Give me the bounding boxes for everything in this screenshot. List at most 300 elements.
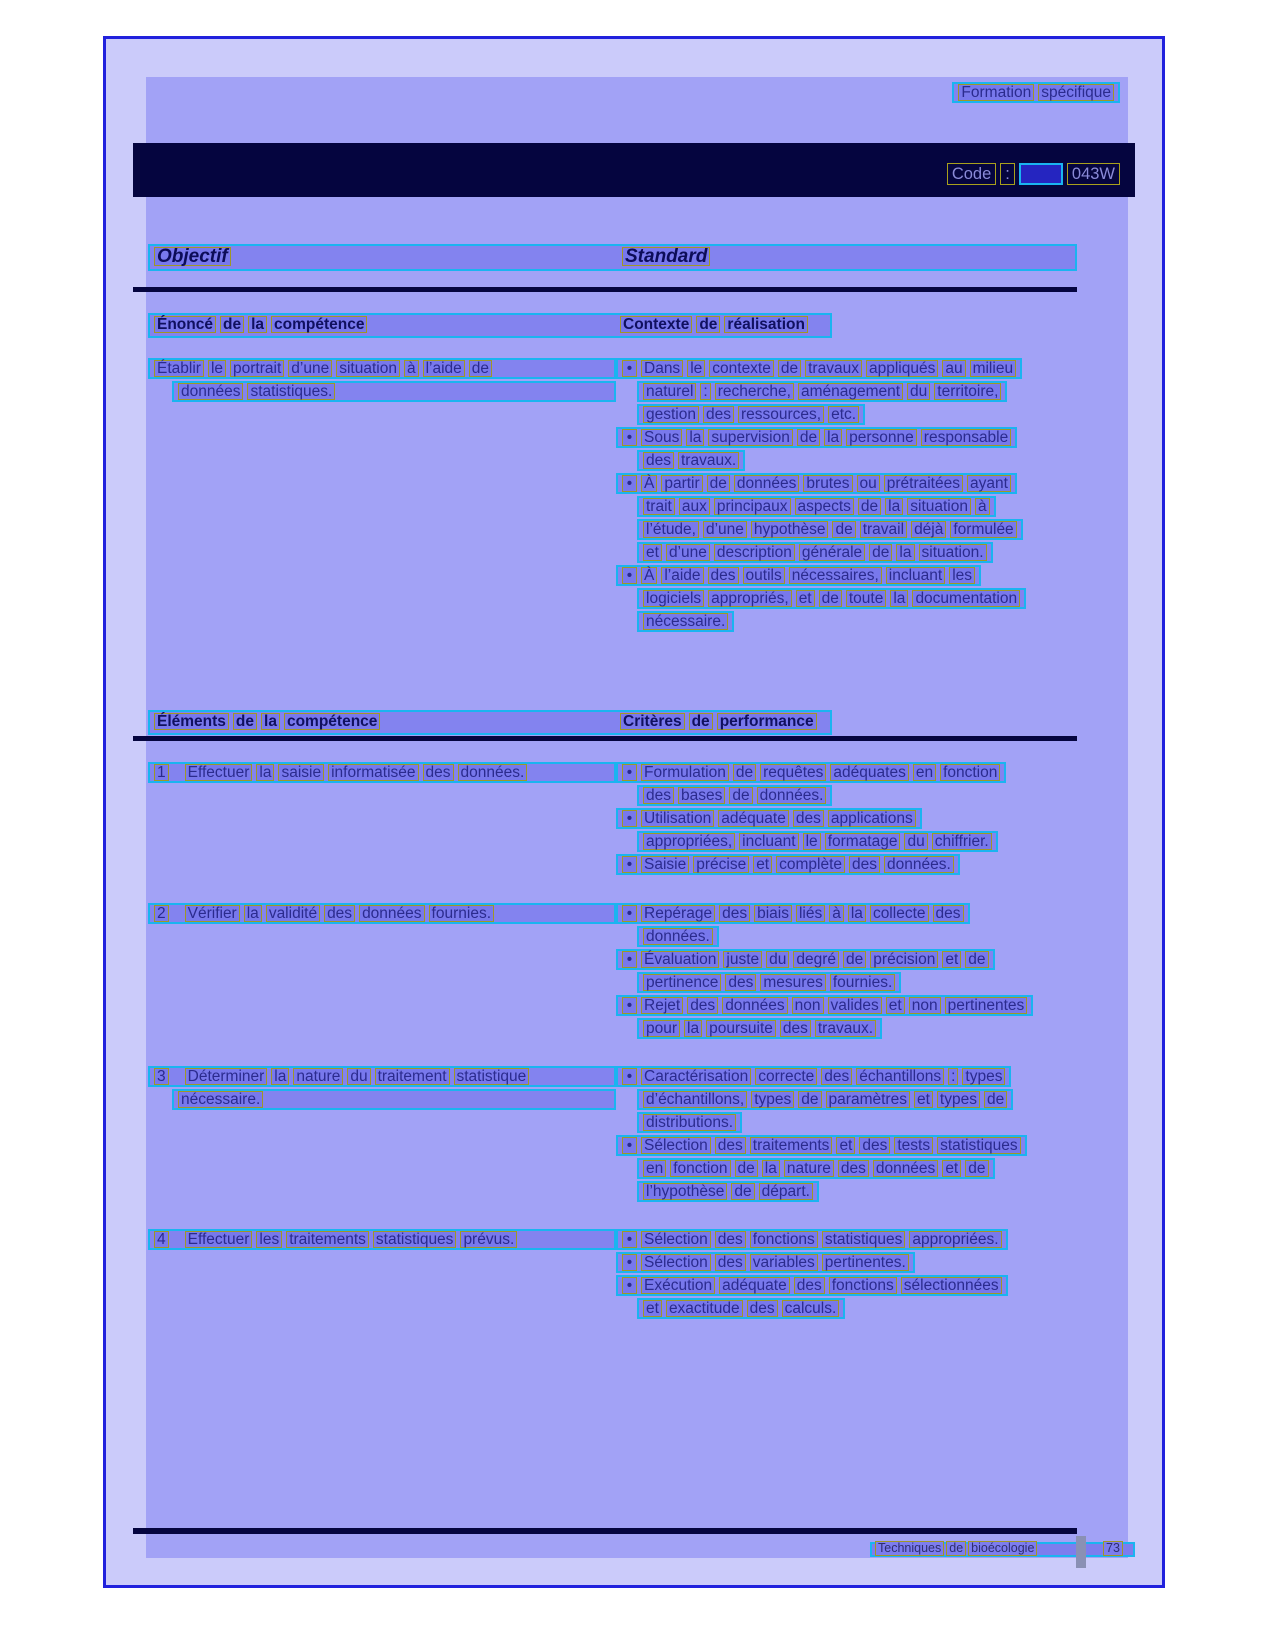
ocr-word: travaux	[805, 360, 862, 377]
ocr-line	[637, 831, 998, 852]
ocr-word: de	[946, 1541, 966, 1556]
ocr-word: Rejet	[641, 997, 683, 1014]
bullet-icon: •	[622, 567, 637, 584]
ocr-word: de	[689, 713, 713, 730]
bullet-icon: •	[622, 1068, 637, 1085]
ocr-word: en	[643, 1160, 666, 1177]
ocr-line	[616, 565, 981, 586]
ocr-word: de	[984, 1091, 1007, 1108]
ocr-word: la	[684, 1020, 702, 1037]
ocr-word: juste	[723, 951, 762, 968]
ocr-word: des	[715, 1231, 746, 1248]
ocr-word: recherche,	[715, 383, 794, 400]
ocr-word: la	[244, 905, 262, 922]
ocr-word: données	[359, 905, 424, 922]
ocr-word: et	[643, 1300, 662, 1317]
ocr-word: incluant	[886, 567, 945, 584]
bullet-icon: •	[622, 764, 637, 781]
ocr-word: Sélection	[641, 1254, 711, 1271]
ocr-line	[172, 1089, 616, 1110]
ocr-word: Établir	[154, 360, 204, 377]
ocr-word: Dans	[641, 360, 683, 377]
ocr-word: de	[797, 429, 820, 446]
ocr-word: prévus.	[460, 1231, 517, 1248]
ocr-word: fournies.	[429, 905, 494, 922]
ocr-word: tests	[894, 1137, 933, 1154]
ocr-word: statistiques	[822, 1231, 906, 1248]
ocr-line	[637, 404, 865, 425]
ocr-word: du	[907, 383, 930, 400]
ocr-word: pertinence	[643, 974, 721, 991]
ocr-word: et	[914, 1091, 933, 1108]
ocr-word: contexte	[709, 360, 774, 377]
ocr-word: Effectuer	[185, 764, 253, 781]
ocr-word: données.	[884, 856, 954, 873]
ocr-word: précise	[693, 856, 749, 873]
ocr-word: des	[849, 856, 880, 873]
ocr-word: Vérifier	[185, 905, 240, 922]
ocr-word: nature	[784, 1160, 834, 1177]
ocr-word: de	[220, 316, 244, 333]
ocr-word: non	[909, 997, 941, 1014]
ocr-word: la	[256, 764, 274, 781]
ocr-line	[616, 995, 1033, 1016]
heading-right	[620, 247, 712, 266]
ocr-word: de	[965, 951, 988, 968]
ocr-word: degré	[793, 951, 839, 968]
ocr-word: chiffrier.	[932, 833, 992, 850]
ocr-word: principaux	[714, 498, 791, 515]
ocr-word: etc.	[828, 406, 859, 423]
ocr-word: responsable	[921, 429, 1011, 446]
ocr-word: adéquate	[719, 1277, 790, 1294]
ocr-word: portrait	[230, 360, 284, 377]
ocr-line	[616, 427, 1017, 448]
ocr-word: biais	[754, 905, 792, 922]
item-number: 1	[154, 764, 169, 781]
ocr-word: des	[643, 787, 674, 804]
code-value: 043W	[1067, 163, 1120, 185]
ocr-line	[148, 903, 616, 924]
ocr-word: de	[707, 475, 730, 492]
ocr-word: départ.	[759, 1183, 813, 1200]
ocr-word: situation	[336, 360, 400, 377]
ocr-word: Énoncé	[154, 316, 216, 333]
ocr-word: la	[890, 590, 908, 607]
ocr-word: liés	[796, 905, 825, 922]
ocr-word: le	[687, 360, 705, 377]
ocr-word: description	[714, 544, 795, 561]
ocr-word: saisie	[278, 764, 324, 781]
ocr-word: de	[858, 498, 881, 515]
ocr-word: de	[819, 590, 842, 607]
ocr-word: données	[722, 997, 787, 1014]
ocr-word: et	[753, 856, 772, 873]
ocr-word: applications	[828, 810, 916, 827]
ocr-word: appliqués	[866, 360, 938, 377]
ocr-word: l’étude,	[643, 521, 699, 538]
ocr-line	[637, 1298, 845, 1319]
ocr-word: fonction	[670, 1160, 730, 1177]
ocr-word: données	[178, 383, 243, 400]
footer-program-label	[874, 1541, 1038, 1559]
ocr-line	[637, 926, 719, 947]
ocr-word: de	[729, 787, 752, 804]
ocr-word: variables	[750, 1254, 818, 1271]
footer-cursor-bar	[1076, 1536, 1086, 1568]
ocr-line	[616, 1135, 1027, 1156]
ocr-line	[637, 1158, 995, 1179]
ocr-word: traitement	[375, 1068, 450, 1085]
ocr-word: adéquate	[718, 810, 789, 827]
item-number: 2	[154, 905, 169, 922]
element-item-4	[148, 1229, 618, 1252]
ocr-word: de	[735, 1160, 758, 1177]
ocr-word: et	[796, 590, 815, 607]
competence-statement	[148, 358, 618, 404]
ocr-word: les	[256, 1231, 282, 1248]
bullet-icon: •	[622, 1137, 637, 1154]
ocr-word: réalisation	[724, 316, 808, 333]
ocr-word: brutes	[803, 475, 852, 492]
criteria-list-2	[616, 903, 1077, 1041]
ocr-word: types	[937, 1091, 980, 1108]
ocr-word: des	[708, 567, 739, 584]
code-field	[945, 163, 1122, 185]
ocr-word: des	[780, 1020, 811, 1037]
ocr-word: ayant	[967, 475, 1011, 492]
ocr-word: d’échantillons,	[643, 1091, 747, 1108]
ocr-line	[637, 611, 734, 632]
ocr-word: correcte	[755, 1068, 817, 1085]
element-item-2	[148, 903, 618, 926]
ocr-word: Exécution	[641, 1277, 715, 1294]
ocr-word: mesures	[760, 974, 825, 991]
ocr-word: de	[233, 713, 257, 730]
ocr-word: poursuite	[706, 1020, 776, 1037]
ocr-word: pertinentes	[945, 997, 1028, 1014]
ocr-word: données.	[458, 764, 528, 781]
ocr-word: nécessaire.	[178, 1091, 263, 1108]
ocr-word: exactitude	[666, 1300, 743, 1317]
ocr-word: et	[836, 1137, 855, 1154]
ocr-word: fonction	[940, 764, 1000, 781]
ocr-word: des	[687, 997, 718, 1014]
bullet-icon: •	[622, 1277, 637, 1294]
ocr-word: À	[641, 567, 657, 584]
ocr-line	[616, 1275, 1008, 1296]
ocr-word: la	[686, 429, 704, 446]
ocr-word: Déterminer	[185, 1068, 268, 1085]
ocr-line	[637, 450, 745, 471]
ocr-word: statistiques.	[247, 383, 335, 400]
ocr-word: la	[248, 316, 267, 333]
bullet-icon: •	[622, 905, 637, 922]
ocr-word: Techniques	[875, 1541, 944, 1556]
ocr-word: à	[829, 905, 844, 922]
ocr-word: de	[843, 951, 866, 968]
ocr-word: des	[821, 1068, 852, 1085]
bullet-icon: •	[622, 1231, 637, 1248]
ocr-word: données.	[757, 787, 827, 804]
ocr-word: des	[715, 1254, 746, 1271]
ocr-word: des	[643, 452, 674, 469]
ocr-word: Évaluation	[641, 951, 719, 968]
bullet-icon: •	[622, 475, 637, 492]
ocr-line	[616, 1229, 1008, 1250]
ocr-word: sélectionnées	[901, 1277, 1002, 1294]
objectif-standard-heading	[148, 244, 1077, 271]
bullet-icon: •	[622, 1254, 637, 1271]
ocr-line	[616, 1066, 1011, 1087]
ocr-word: hypothèse	[751, 521, 829, 538]
ocr-word: des	[747, 1300, 778, 1317]
ocr-word: informatisée	[328, 764, 418, 781]
ocr-word: statistique	[454, 1068, 530, 1085]
ocr-word: la	[762, 1160, 780, 1177]
page-number: 73	[1103, 1541, 1123, 1556]
ocr-line	[148, 358, 616, 379]
ocr-word: situation.	[919, 544, 987, 561]
ocr-word: Formation	[958, 84, 1034, 101]
ocr-word: la	[848, 905, 866, 922]
ocr-word: des	[423, 764, 454, 781]
ocr-word: Repérage	[641, 905, 715, 922]
ocr-word: des	[719, 905, 750, 922]
heading-left	[152, 247, 233, 266]
ocr-line	[148, 762, 616, 783]
ocr-line	[148, 1066, 616, 1087]
ocr-word: la	[885, 498, 903, 515]
ocr-word: données	[734, 475, 799, 492]
bullet-icon: •	[622, 997, 637, 1014]
ocr-line	[148, 1229, 616, 1250]
ocr-word: et	[942, 951, 961, 968]
ocr-word: fonctions	[750, 1231, 818, 1248]
ocr-word: de	[778, 360, 801, 377]
ocr-word: formatage	[825, 833, 901, 850]
ocr-word: incluant	[739, 833, 798, 850]
ocr-word: déjà	[911, 521, 946, 538]
ocr-word: des	[715, 1137, 746, 1154]
ocr-word: Objectif	[154, 247, 231, 266]
ocr-word: bioécologie	[968, 1541, 1037, 1556]
ocr-word: la	[261, 713, 280, 730]
ocr-word: traitements	[750, 1137, 833, 1154]
ocr-line	[616, 903, 970, 924]
ocr-word: documentation	[912, 590, 1020, 607]
ocr-word: complète	[776, 856, 845, 873]
ocr-word: Formulation	[641, 764, 729, 781]
element-item-3	[148, 1066, 618, 1112]
ocr-word: bases	[678, 787, 725, 804]
ocr-line	[637, 972, 901, 993]
ocr-line	[637, 496, 996, 517]
ocr-word: appropriées.	[909, 1231, 1001, 1248]
ocr-word: générale	[799, 544, 865, 561]
ocr-line	[637, 1112, 742, 1133]
ocr-word: données.	[643, 928, 713, 945]
ocr-word: de	[869, 544, 892, 561]
ocr-word: données	[873, 1160, 938, 1177]
ocr-word: spécifique	[1038, 84, 1114, 101]
ocr-word: aménagement	[798, 383, 903, 400]
ocr-word: échantillons	[856, 1068, 944, 1085]
ocr-word: distributions.	[643, 1114, 736, 1131]
element-item-1	[148, 762, 618, 785]
ocr-word: des	[703, 406, 734, 423]
ocr-word: Utilisation	[641, 810, 714, 827]
ocr-word: Éléments	[154, 713, 229, 730]
ocr-word: en	[913, 764, 936, 781]
ocr-word: travaux.	[815, 1020, 876, 1037]
ocr-line	[172, 381, 616, 402]
ocr-word: de	[696, 316, 720, 333]
ocr-word: l’aide	[423, 360, 465, 377]
ocr-word: appropriés,	[708, 590, 792, 607]
bullet-icon: •	[622, 951, 637, 968]
ocr-word: prétraitées	[884, 475, 963, 492]
ocr-word: aspects	[795, 498, 854, 515]
ocr-word: :	[700, 383, 710, 400]
criteria-list-3	[616, 1066, 1077, 1204]
code-gap-box	[1019, 163, 1063, 185]
ocr-word: statistiques	[373, 1231, 457, 1248]
ocr-word: de	[731, 1183, 754, 1200]
ocr-word: des	[725, 974, 756, 991]
ocr-word: l’aide	[661, 567, 703, 584]
ocr-word: paramètres	[826, 1091, 910, 1108]
ocr-word: collecte	[870, 905, 929, 922]
ocr-word: compétence	[284, 713, 380, 730]
ocr-word: formulée	[950, 521, 1016, 538]
ocr-word: toute	[846, 590, 886, 607]
ocr-word: des	[793, 810, 824, 827]
bullet-icon: •	[622, 360, 637, 377]
ocr-word: supervision	[708, 429, 792, 446]
ocr-line	[637, 519, 1023, 540]
ocr-word: types	[962, 1068, 1005, 1085]
ocr-word: Caractérisation	[641, 1068, 751, 1085]
item-number: 4	[154, 1231, 169, 1248]
ocr-word: Sous	[641, 429, 682, 446]
section2-headings	[148, 710, 832, 735]
bullet-icon: •	[622, 856, 637, 873]
ocr-word: à	[975, 498, 990, 515]
ocr-word: la	[271, 1068, 289, 1085]
ocr-line	[616, 1252, 915, 1273]
ocr-word: fonctions	[829, 1277, 897, 1294]
ocr-line	[616, 762, 1006, 783]
ocr-word: fournies.	[830, 974, 895, 991]
horizontal-rule	[133, 287, 1077, 292]
ocr-word: Critères	[620, 713, 685, 730]
ocr-word: des	[859, 1137, 890, 1154]
ocr-word: Contexte	[620, 316, 692, 333]
ocr-word: au	[942, 360, 965, 377]
ocr-word: de	[832, 521, 855, 538]
ocr-word: Sélection	[641, 1137, 711, 1154]
ocr-word: Standard	[622, 247, 710, 266]
ocr-word: précision	[870, 951, 938, 968]
ocr-word: du	[766, 951, 789, 968]
ocr-word: le	[208, 360, 226, 377]
contexte-realisation-list	[616, 358, 1077, 634]
ocr-word: trait	[643, 498, 675, 515]
ocr-word: des	[933, 905, 964, 922]
ocr-word: de	[469, 360, 492, 377]
section1-headings	[148, 313, 832, 338]
ocr-word: pour	[643, 1020, 680, 1037]
ocr-word: ou	[857, 475, 880, 492]
ocr-word: d’une	[288, 360, 332, 377]
ocr-word: valides	[828, 997, 882, 1014]
ocr-word: de	[798, 1091, 821, 1108]
ocr-word: de	[965, 1160, 988, 1177]
item-number: 3	[154, 1068, 169, 1085]
ocr-word: performance	[717, 713, 817, 730]
ocr-line	[637, 1018, 882, 1039]
ocr-word: et	[643, 544, 662, 561]
ocr-word: nature	[293, 1068, 343, 1085]
ocr-word: Saisie	[641, 856, 689, 873]
code-label: Code	[947, 163, 996, 185]
ocr-line	[616, 854, 960, 875]
ocr-word: nécessaire.	[643, 613, 728, 630]
heading-left	[152, 316, 369, 334]
ocr-word: statistiques	[937, 1137, 1021, 1154]
ocr-word: ressources,	[738, 406, 824, 423]
code-separator: :	[1000, 163, 1015, 185]
criteria-list-4	[616, 1229, 1077, 1321]
heading-right	[618, 316, 810, 334]
ocr-word: outils	[743, 567, 785, 584]
ocr-word: pertinentes.	[822, 1254, 909, 1271]
ocr-word: personne	[846, 429, 917, 446]
ocr-word: logiciels	[643, 590, 704, 607]
ocr-word: et	[942, 1160, 961, 1177]
ocr-line	[616, 949, 995, 970]
ocr-word: le	[803, 833, 821, 850]
ocr-word: travail	[860, 521, 907, 538]
ocr-line	[637, 785, 832, 806]
ocr-word: situation	[907, 498, 971, 515]
ocr-word: les	[949, 567, 975, 584]
ocr-line	[637, 381, 1007, 402]
ocr-word: des	[838, 1160, 869, 1177]
ocr-word: d’une	[666, 544, 710, 561]
ocr-word: non	[792, 997, 824, 1014]
ocr-word: naturel	[643, 383, 696, 400]
ocr-word: aux	[679, 498, 710, 515]
ocr-word: du	[904, 833, 927, 850]
ocr-word: nécessaires,	[789, 567, 882, 584]
ocr-word: territoire,	[934, 383, 1001, 400]
criteria-list-1	[616, 762, 1077, 877]
ocr-line	[637, 542, 993, 563]
ocr-word: d’une	[703, 521, 747, 538]
bullet-icon: •	[622, 810, 637, 827]
ocr-word: gestion	[643, 406, 699, 423]
ocr-word: Sélection	[641, 1231, 711, 1248]
ocr-word: la	[824, 429, 842, 446]
ocr-word: adéquates	[830, 764, 908, 781]
heading-right	[618, 713, 819, 731]
top-page-label	[952, 82, 1120, 103]
ocr-line	[637, 588, 1026, 609]
ocr-word: des	[324, 905, 355, 922]
ocr-word: du	[347, 1068, 370, 1085]
